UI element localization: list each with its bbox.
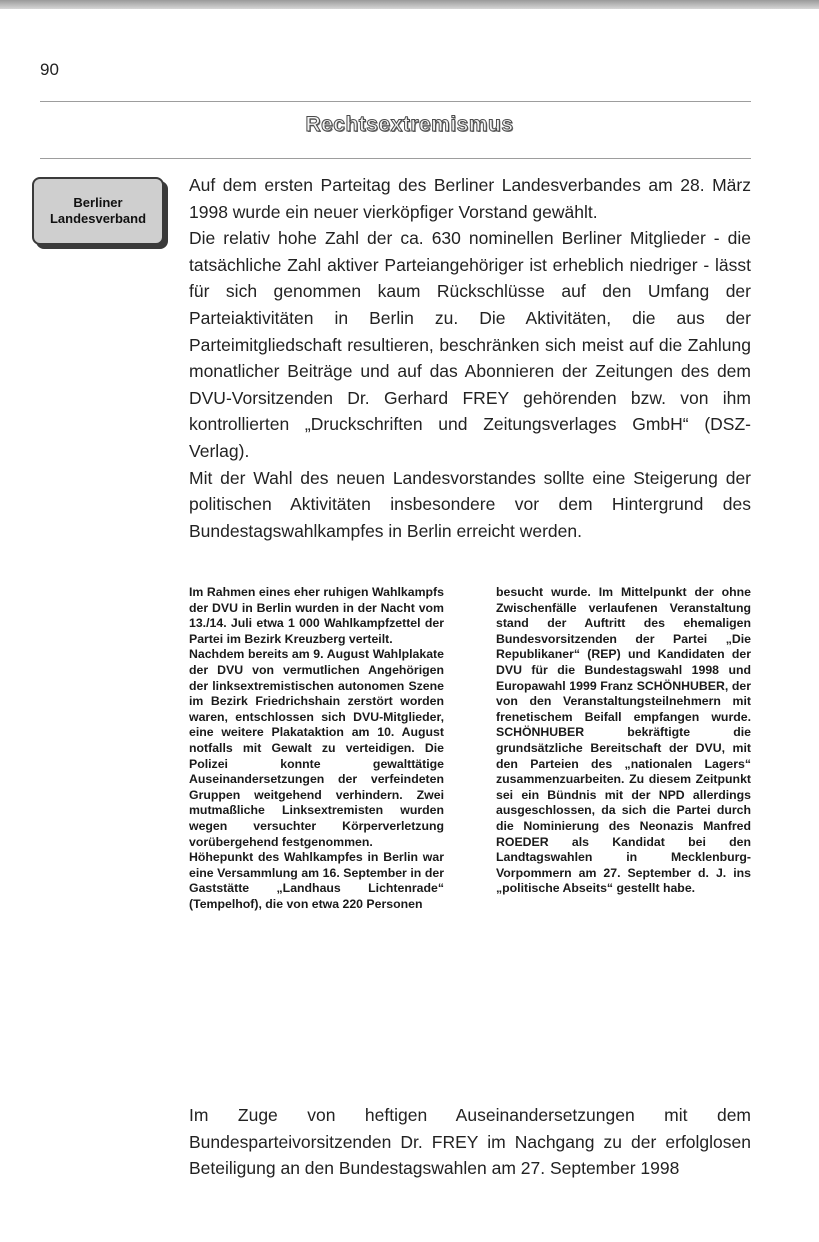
two-column-section xyxy=(189,585,751,912)
main-paragraph-3: Mit der Wahl des neuen Landesvorstandes sollte eine Steigerung der politischen Aktivitäten insbesondere vor dem Hintergrund des Bundestagswahlkampfes in Berlin erreicht werden. xyxy=(189,467,751,541)
margin-label-line1: Berliner xyxy=(73,195,123,210)
page-number: 90 xyxy=(40,60,59,79)
column-left xyxy=(189,585,444,912)
column-left-paragraph-2: Nachdem bereits am 9. August Wahlplakate der DVU von vermutlichen Angehörigen der linksextremistischen autonomen Szene im Bezirk Friedrichshain zerstört worden waren, entschlossen sich DVU-Mitglieder, eine weitere Plakataktion am 10. August notfalls mit Gewalt zu verteidigen. Die Polizei konnte gewalttätige Auseinandersetzungen der verfeindeten Gruppen weitgehend verhindern. Zwei mutmaßliche Linksextremisten wurden wegen versuchter Körperverletzung vorübergehend festgenommen. xyxy=(189,647,444,849)
column-left-paragraph-3: Höhepunkt des Wahlkampfes in Berlin war eine Versammlung am 16. September in der Gaststätte „Landhaus Lichtenrade“ (Tempelhof), die von etwa 220 Personen xyxy=(189,850,444,911)
header-rule-top xyxy=(40,101,751,102)
main-text xyxy=(189,172,751,544)
main-paragraph-1: Auf dem ersten Parteitag des Berliner Landesverbandes am 28. März 1998 wurde ein neuer vierköpfiger Vorstand gewählt. xyxy=(189,175,751,222)
column-right-paragraph-1: besucht wurde. Im Mittelpunkt der ohne Zwischenfälle verlaufenen Veranstaltung stand der Auftritt des ehemaligen Bundesvorsitzenden der Partei „Die Republikaner“ (REP) und Kandidaten der DVU für die Bundestagswahl 1998 und Europawahl 1999 Franz SCHÖNHUBER, der von den Veranstaltungsteilnehmern mit frenetischem Beifall empfangen wurde. SCHÖNHUBER bekräftigte die grundsätzliche Bereitschaft der DVU, mit den Parteien des „nationalen Lagers“ zusammenzuarbeiten. Zu diesem Zeitpunkt sei ein Bündnis mit der NPD allerdings ausgeschlossen, da sich die Partei durch die Nominierung des Neonazis Manfred ROEDER als Kandidat bei den Landtagswahlen in Mecklenburg-Vorpommern am 27. September d. J. ins „politische Abseits“ gestellt habe. xyxy=(496,585,751,896)
bottom-paragraph: Im Zuge von heftigen Auseinandersetzungen mit dem Bundesparteivorsitzenden Dr. FREY im Nachgang zu der erfolglosen Beteiligung an den Bundestagswahlen am 27. September 1998 xyxy=(189,1105,751,1179)
header-rule-bottom xyxy=(40,158,751,159)
column-right xyxy=(496,585,751,912)
page-header-title: Rechtsextremismus xyxy=(305,113,514,136)
scan-top-edge xyxy=(0,0,819,9)
margin-label-line2: Landesverband xyxy=(49,211,147,226)
margin-label-box xyxy=(32,177,164,245)
column-left-paragraph-1: Im Rahmen eines eher ruhigen Wahlkampfs der DVU in Berlin wurden in der Nacht vom 13./14. Juli etwa 1 000 Wahlkampfzettel der Partei im Bezirk Kreuzberg verteilt. xyxy=(189,585,444,646)
bottom-text xyxy=(189,1102,751,1182)
main-paragraph-2: Die relativ hohe Zahl der ca. 630 nominellen Berliner Mitglieder - die tatsächliche Zahl aktiver Parteiangehöriger ist erheblich niedriger - lässt für sich genommen kaum Rückschlüsse auf den Umfang der Parteiaktivitäten in Berlin zu. Die Aktivitäten, die aus der Parteimitgliedschaft resultieren, beschränken sich meist auf die Zahlung monatlicher Beiträge und auf das Abonnieren der Zeitungen des dem DVU-Vorsitzenden Dr. Gerhard FREY gehörenden bzw. von ihm kontrollierten „Druckschriften und Zeitungsverlages GmbH“ (DSZ-Verlag). xyxy=(189,228,751,461)
